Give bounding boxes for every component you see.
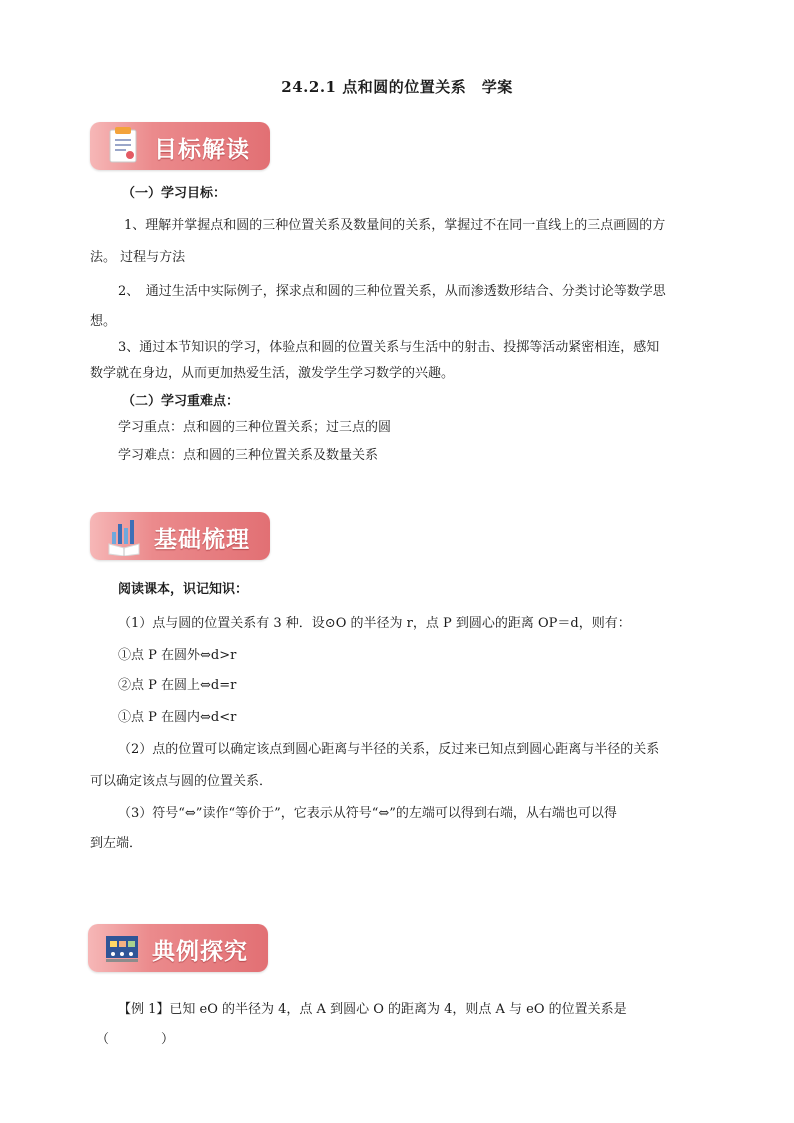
example-1-line-1: 【例 1】已知 eO 的半径为 4，点 A 到圆心 O 的距离为 4，则点 A 与 eO 的位置关系是 <box>118 1002 627 1017</box>
objective-1-line-1: 1、理解并掌握点和圆的三种位置关系及数量间的关系，掌握过不在同一直线上的三点画圆的方 <box>124 218 666 233</box>
example-1-answer-blank: （ ） <box>96 1032 175 1047</box>
banner-label: 基础梳理 <box>154 527 250 553</box>
condition-outside: ①点 P 在圆外⇔d>r <box>118 648 237 663</box>
objective-3-line-1: 3、通过本节知识的学习，体验点和圆的位置关系与生活中的射击、投掷等活动紧密相连，感知 <box>118 340 660 355</box>
section-banner-basics <box>90 512 270 560</box>
objective-2-line-1: 2、 通过生活中实际例子，探求点和圆的三种位置关系，从而渗透数形结合、分类讨论等数学思 <box>118 284 666 299</box>
reading-intro: 阅读课本，识记知识： <box>118 582 249 597</box>
objective-2-line-2: 想。 <box>90 314 117 329</box>
condition-on: ②点 P 在圆上⇔d=r <box>118 678 237 693</box>
section-banner-objectives <box>90 122 270 170</box>
clipboard-icon <box>106 126 142 166</box>
page-title: 24.2.1 点和圆的位置关系 学案 <box>281 78 513 96</box>
presentation-board-icon <box>104 928 140 968</box>
banner-label: 目标解读 <box>154 137 250 163</box>
difficulty-point: 学习难点：点和圆的三种位置关系及数量关系 <box>118 448 379 463</box>
objective-3-line-2: 数学就在身边，从而更加热爱生活，激发学生学习数学的兴趣。 <box>90 366 455 381</box>
key-difficulty-heading: （二）学习重难点： <box>122 394 240 409</box>
objective-1-line-2: 法。 过程与方法 <box>90 250 186 265</box>
book-chart-icon <box>106 516 142 556</box>
paragraph-3-line-1: （3）符号“⇔”读作“等价于”，它表示从符号“⇔”的左端可以得到右端，从右端也可以得 <box>118 806 617 821</box>
condition-inside: ①点 P 在圆内⇔d<r <box>118 710 237 725</box>
objectives-heading: （一）学习目标： <box>122 186 227 201</box>
paragraph-1: （1）点与圆的位置关系有 3 种．设⊙O 的半径为 r，点 P 到圆心的距离 OP＝d，则有： <box>118 616 631 631</box>
paragraph-3-line-2: 到左端． <box>90 836 143 851</box>
key-point: 学习重点：点和圆的三种位置关系；过三点的圆 <box>118 420 392 435</box>
section-banner-examples <box>88 924 268 972</box>
banner-label: 典例探究 <box>152 939 248 965</box>
paragraph-2-line-2: 可以确定该点与圆的位置关系． <box>90 774 273 789</box>
paragraph-2-line-1: （2）点的位置可以确定该点到圆心距离与半径的关系，反过来已知点到圆心距离与半径的关系 <box>118 742 660 757</box>
